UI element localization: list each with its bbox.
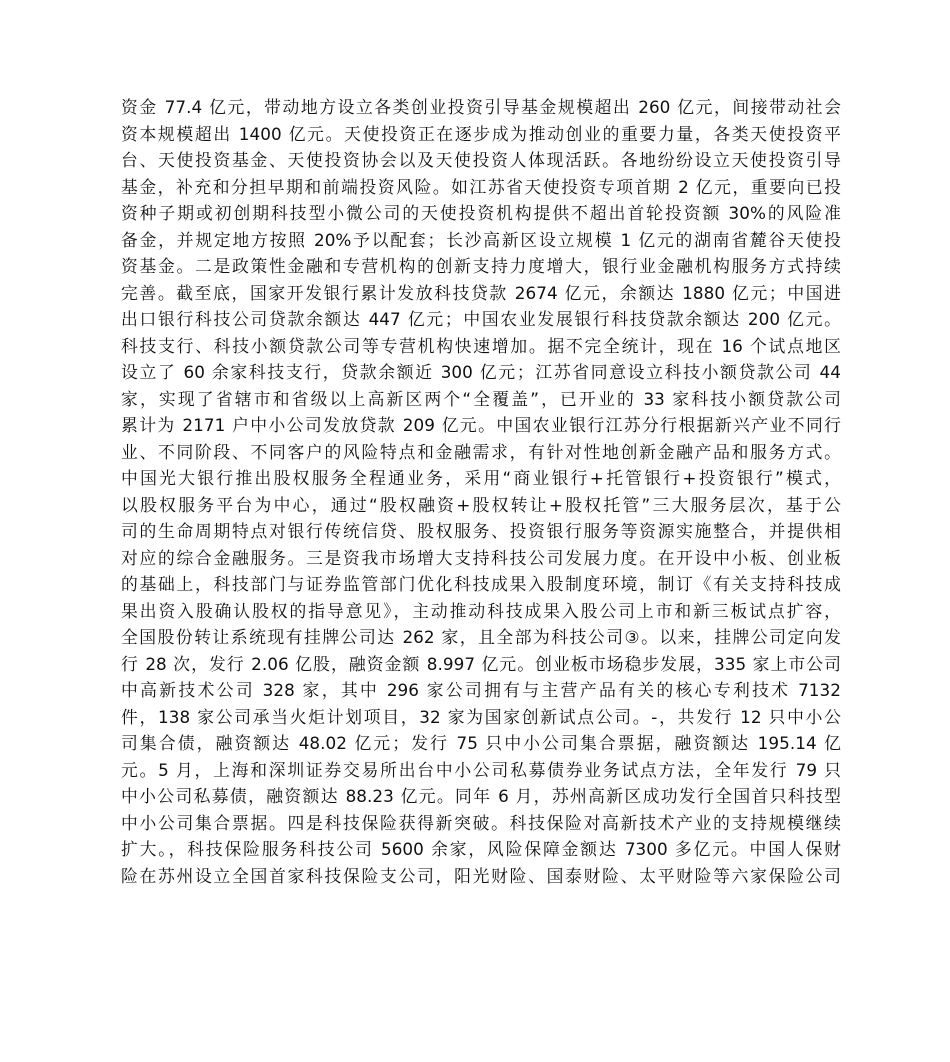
text-line: 件，138 家公司承当火炬计划项目，32 家为国家创新试点公司。-，共发行 12 只中小公: [121, 706, 841, 727]
text-line: 家，实现了省辖市和省级以上高新区两个“全覆盖”，已开业的 33 家科技小额贷款公司: [121, 388, 841, 409]
text-line: 资种子期或初创期科技型小微公司的天使投资机构提供不超出首轮投资额 30%的风险准: [121, 203, 841, 223]
text-line: 科技支行、科技小额贷款公司等专营机构快速增加。据不完全统计，现在 16 个试点地区: [121, 335, 841, 356]
text-line: 以股权服务平台为中心，通过“股权融资+股权转让+股权托管”三大服务层次，基于公: [121, 494, 841, 515]
text-line: 设立了 60 余家科技支行，贷款余额近 300 亿元；江苏省同意设立科技小额贷款公司 44: [121, 362, 841, 382]
text-line: 中小公司集合票据。四是科技保险获得新突破。科技保险对高新技术产业的支持规模继续: [121, 812, 841, 833]
text-line: 台、天使投资基金、天使投资协会以及天使投资人体现活跃。各地纷纷设立天使投资引导: [121, 150, 841, 170]
text-line: 资金 77.4 亿元，带动地方设立各类创业投资引导基金规模超出 260 亿元，间接带动社会: [121, 97, 841, 117]
text-line: 的基础上，科技部门与证券监管部门优化科技成果入股制度环境，制订《有关支持科技成: [121, 574, 841, 594]
text-line: 元。5 月，上海和深圳证券交易所出台中小公司私募债券业务试点方法，全年发行 79 只: [121, 759, 841, 780]
text-line: 果出资入股确认股权的指导意见》，主动推动科技成果入股公司上市和新三板试点扩容，: [121, 600, 841, 621]
text-line: 中高新技术公司 328 家，其中 296 家公司拥有与主营产品有关的核心专利技术 7132: [121, 680, 841, 700]
text-line: 累计为 2171 户中小公司发放贷款 209 亿元。中国农业银行江苏分行根据新兴产业不同行: [121, 415, 841, 435]
text-line: 扩大。，科技保险服务科技公司 5600 余家，风险保障金额达 7300 多亿元。中国人保财: [121, 839, 841, 859]
text-line: 业、不同阶段、不同客户的风险特点和金融需求，有针对性地创新金融产品和服务方式。: [121, 441, 841, 462]
text-line: 备金，并规定地方按照 20%予以配套；长沙高新区设立规模 1 亿元的湖南省麓谷天使投: [121, 229, 841, 250]
text-line: 资本规模超出 1400 亿元。天使投资正在逐步成为推动创业的重要力量，各类天使投资平: [121, 123, 841, 144]
text-line: 中国光大银行推出股权服务全程通业务，采用“商业银行+托管银行+投资银行”模式，: [121, 468, 841, 488]
text-line: 险在苏州设立全国首家科技保险支公司，阳光财险、国泰财险、太平财险等六家保险公司: [121, 865, 841, 886]
text-line: 行 28 次，发行 2.06 亿股，融资金额 8.997 亿元。创业板市场稳步发展，335 家上市公司: [121, 653, 841, 674]
text-line: 对应的综合金融服务。三是资我市场增大支持科技公司发展力度。在开设中小板、创业板: [121, 547, 841, 568]
text-line: 完善。截至底，国家开发银行累计发放科技贷款 2674 亿元，余额达 1880 亿元；中国进: [121, 282, 841, 303]
text-line: 司集合债，融资额达 48.02 亿元；发行 75 只中小公司集合票据，融资额达 195.14 亿: [121, 733, 841, 753]
text-line: 资基金。二是政策性金融和专营机构的创新支持力度增大，银行业金融机构服务方式持续: [121, 256, 841, 276]
text-line: 出口银行科技公司贷款余额达 447 亿元；中国农业发展银行科技贷款余额达 200 亿元。: [121, 309, 841, 329]
body-text: [121, 94, 841, 889]
text-line: 司的生命周期特点对银行传统信贷、股权服务、投资银行服务等资源实施整合，并提供相: [121, 521, 841, 541]
text-line: 中小公司私募债，融资额达 88.23 亿元。同年 6 月，苏州高新区成功发行全国首只科技型: [121, 786, 841, 806]
text-line: 全国股份转让系统现有挂牌公司达 262 家，且全部为科技公司③。以来，挂牌公司定向发: [121, 627, 841, 647]
text-line: 基金，补充和分担早期和前端投资风险。如江苏省天使投资专项首期 2 亿元，重要向已投: [121, 176, 841, 197]
